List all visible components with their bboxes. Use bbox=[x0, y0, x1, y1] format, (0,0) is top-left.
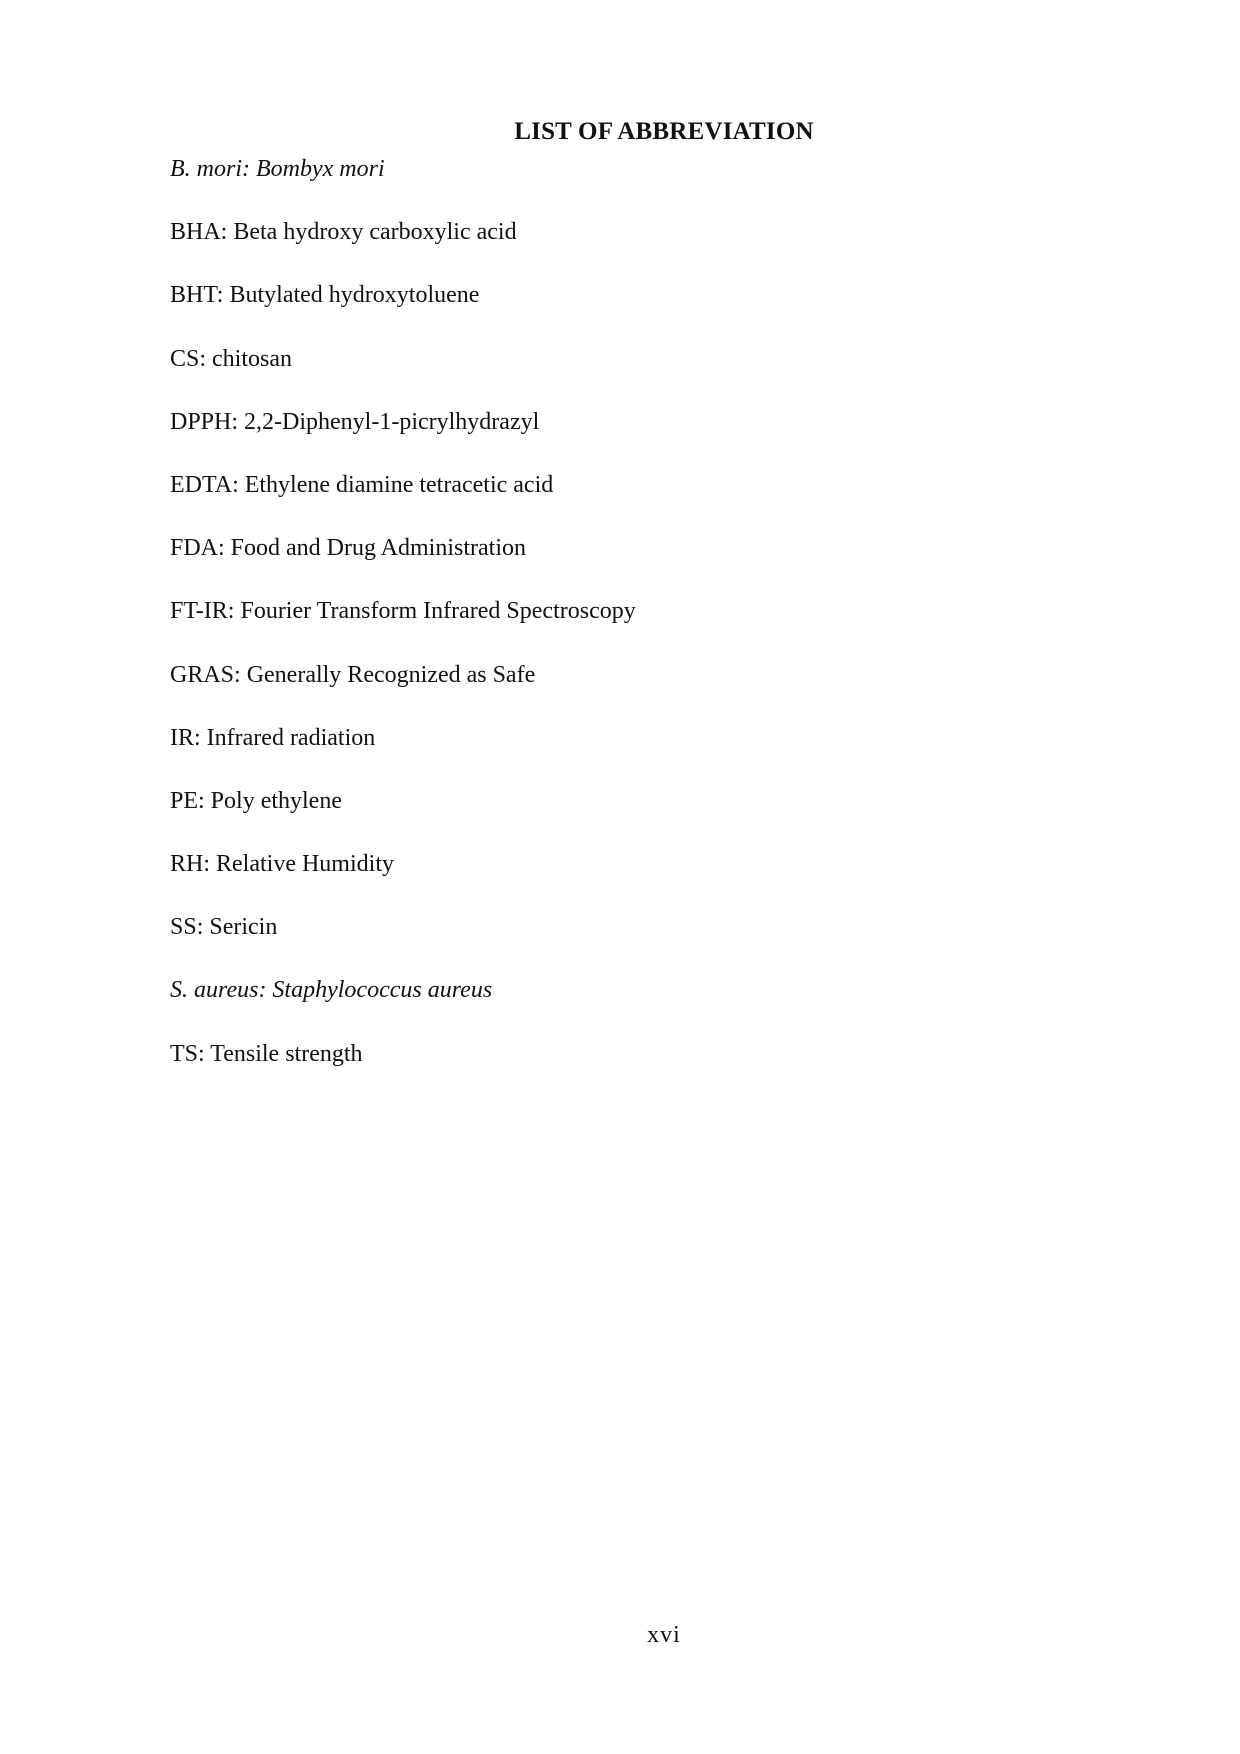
abbreviation-item: BHA: Beta hydroxy carboxylic acid bbox=[170, 219, 517, 246]
abbreviation-item: BHT: Butylated hydroxytoluene bbox=[170, 282, 480, 309]
abbreviation-item: S. aureus: Staphylococcus aureus bbox=[170, 977, 493, 1004]
abbreviation-item: TS: Tensile strength bbox=[170, 1040, 363, 1067]
page-title: LIST OF ABBREVIATION bbox=[514, 118, 814, 145]
abbreviation-item: RH: Relative Humidity bbox=[170, 851, 394, 878]
abbreviation-item: CS: chitosan bbox=[170, 345, 293, 372]
abbreviation-item: B. mori: Bombyx mori bbox=[170, 156, 385, 182]
page-number: xvi bbox=[647, 1622, 681, 1648]
abbreviation-item: SS: Sericin bbox=[170, 914, 278, 941]
abbreviation-item: GRAS: Generally Recognized as Safe bbox=[170, 661, 536, 688]
abbreviation-item: FDA: Food and Drug Administration bbox=[170, 535, 527, 562]
abbreviation-item: DPPH: 2,2-Diphenyl-1-picrylhydrazyl bbox=[170, 408, 540, 435]
abbreviation-item: EDTA: Ethylene diamine tetracetic acid bbox=[170, 471, 554, 498]
abbreviation-list bbox=[170, 155, 636, 1103]
abbreviation-item: IR: Infrared radiation bbox=[170, 724, 376, 751]
abbreviation-item: PE: Poly ethylene bbox=[170, 787, 342, 814]
abbreviation-item: FT-IR: Fourier Transform Infrared Spectroscopy bbox=[170, 598, 636, 625]
